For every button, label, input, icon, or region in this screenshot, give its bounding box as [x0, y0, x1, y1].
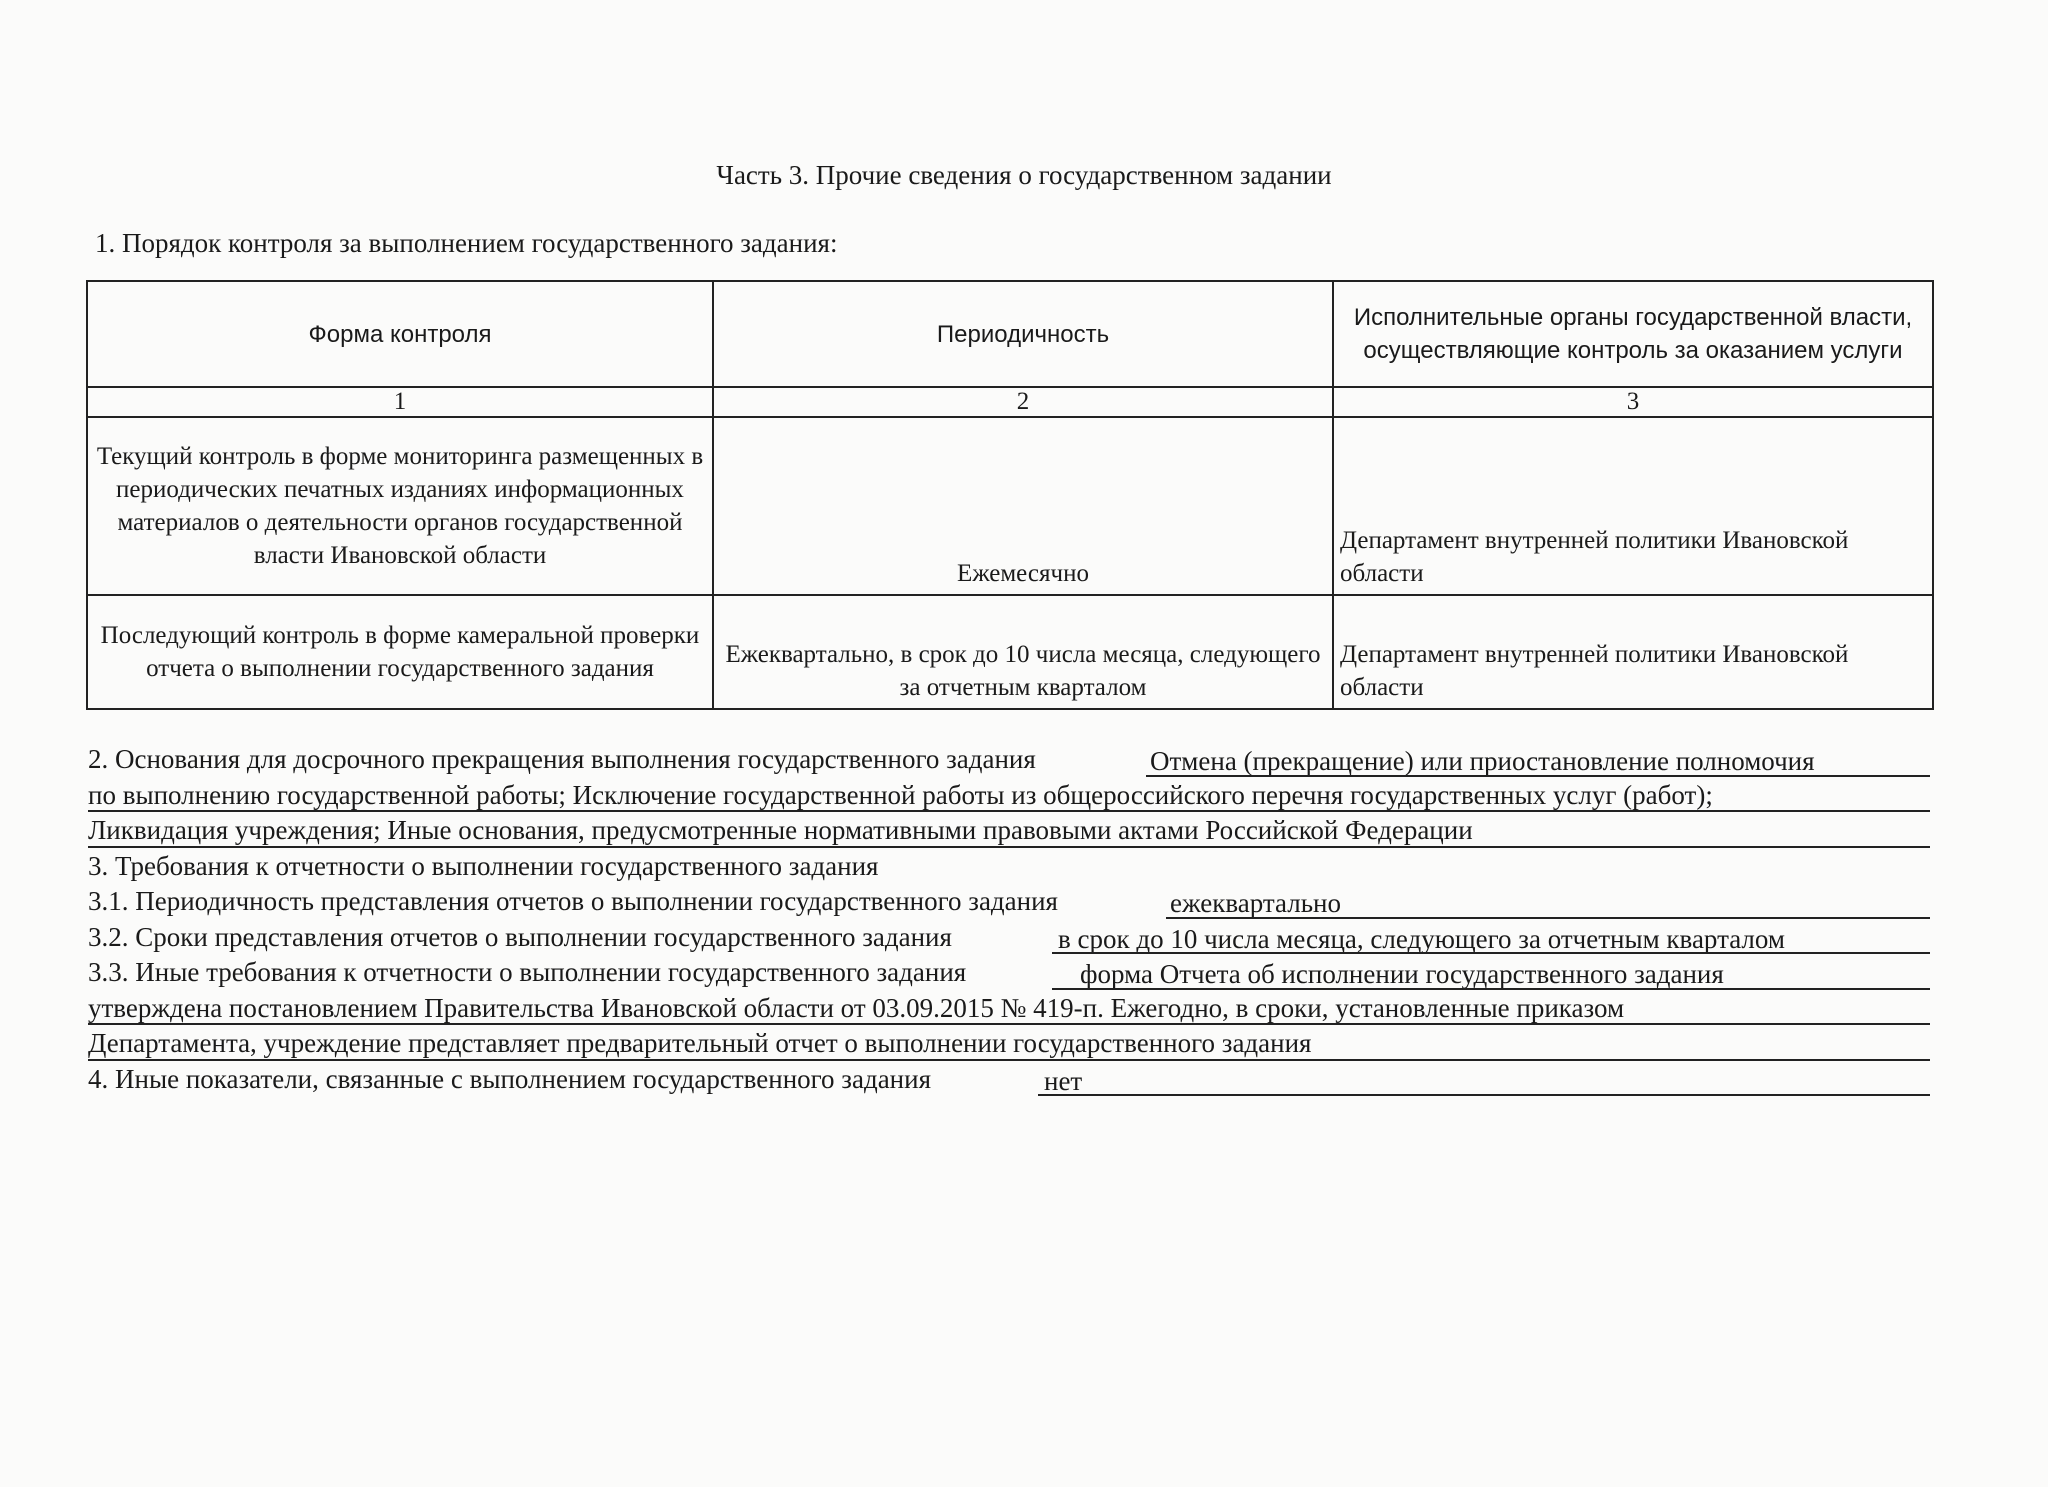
section2-line1: [88, 742, 1930, 778]
section4-value: нет: [1044, 1065, 1083, 1096]
table-number-row: [87, 387, 1933, 417]
cell-period: Ежемесячно: [713, 417, 1333, 595]
underline: [1052, 988, 1930, 990]
underline: [88, 846, 1930, 848]
section3-item1: [88, 884, 1930, 920]
item3-value: форма Отчета об исполнении государственного задания: [1080, 959, 1724, 989]
underline: [88, 810, 1930, 812]
underline: [1052, 952, 1930, 954]
section2-value-cont: по выполнению государственной работы; Исключение государственной работы из общероссийского перечня государственных услуг (работ);: [88, 779, 1713, 810]
table-row: [87, 595, 1933, 709]
header-period: Периодичность: [713, 281, 1333, 387]
underline: [1038, 1094, 1930, 1096]
cell-body: Департамент внутренней политики Ивановской области: [1333, 595, 1933, 709]
section2-label: 2. Основания для досрочного прекращения выполнения государственного задания: [88, 744, 1036, 774]
section2-line3: [88, 813, 1930, 849]
section3-heading: [88, 849, 1930, 885]
header-body: Исполнительные органы государственной власти, осуществляющие контроль за оказанием услуги: [1333, 281, 1933, 387]
requirements-block: [88, 742, 1930, 1097]
item3-value-cont: Департамента, учреждение представляет предварительный отчет о выполнении государственного задания: [88, 1028, 1312, 1058]
cell-body: Департамент внутренней политики Ивановской области: [1333, 417, 1933, 595]
item3-label: 3.3. Иные требования к отчетности о выполнении государственного задания: [88, 957, 967, 987]
control-table: [86, 280, 1934, 710]
underline: [1166, 917, 1930, 919]
table-header-row: [87, 281, 1933, 387]
item2-value: в срок до 10 числа месяца, следующего за отчетным кварталом: [1058, 923, 1785, 954]
col-number: 3: [1333, 387, 1933, 417]
underline: [88, 1023, 1930, 1025]
cell-form: Текущий контроль в форме мониторинга размещенных в периодических печатных изданиях информационных материалов о деятельности органов государственной власти Ивановской области: [87, 417, 713, 595]
cell-period: Ежеквартально, в срок до 10 числа месяца, следующего за отчетным кварталом: [713, 595, 1333, 709]
section3-item3: [88, 955, 1930, 991]
item2-label: 3.2. Сроки представления отчетов о выполнении государственного задания: [88, 921, 952, 952]
section3-heading-text: 3. Требования к отчетности о выполнении государственного задания: [88, 850, 879, 881]
section3-item2: [88, 920, 1930, 956]
col-number: 2: [713, 387, 1333, 417]
item1-label: 3.1. Периодичность представления отчетов о выполнении государственного задания: [88, 886, 1058, 916]
page-title: Часть 3. Прочие сведения о государственном задании: [716, 160, 1332, 190]
section4-line: [88, 1062, 1930, 1098]
section2-line2: [88, 778, 1930, 814]
item1-value: ежеквартально: [1170, 888, 1341, 918]
section1-heading: 1. Порядок контроля за выполнением государственного задания:: [95, 228, 838, 258]
table-row: [87, 417, 1933, 595]
underline: [1146, 775, 1930, 777]
item3-value-cont: утверждена постановлением Правительства Ивановской области от 03.09.2015 № 419-п. Ежегодно, в сроки, установленные приказом: [88, 992, 1625, 1023]
header-form: Форма контроля: [87, 281, 713, 387]
section4-label: 4. Иные показатели, связанные с выполнением государственного задания: [88, 1063, 931, 1094]
underline: [88, 1059, 1930, 1061]
section3-item3-cont1: [88, 991, 1930, 1027]
section2-value-cont: Ликвидация учреждения; Иные основания, предусмотренные нормативными правовыми актами Российской Федерации: [88, 815, 1473, 845]
cell-form: Последующий контроль в форме камеральной проверки отчета о выполнении государственного задания: [87, 595, 713, 709]
section3-item3-cont2: [88, 1026, 1930, 1062]
section2-value: Отмена (прекращение) или приостановление полномочия: [1150, 746, 1815, 776]
col-number: 1: [87, 387, 713, 417]
